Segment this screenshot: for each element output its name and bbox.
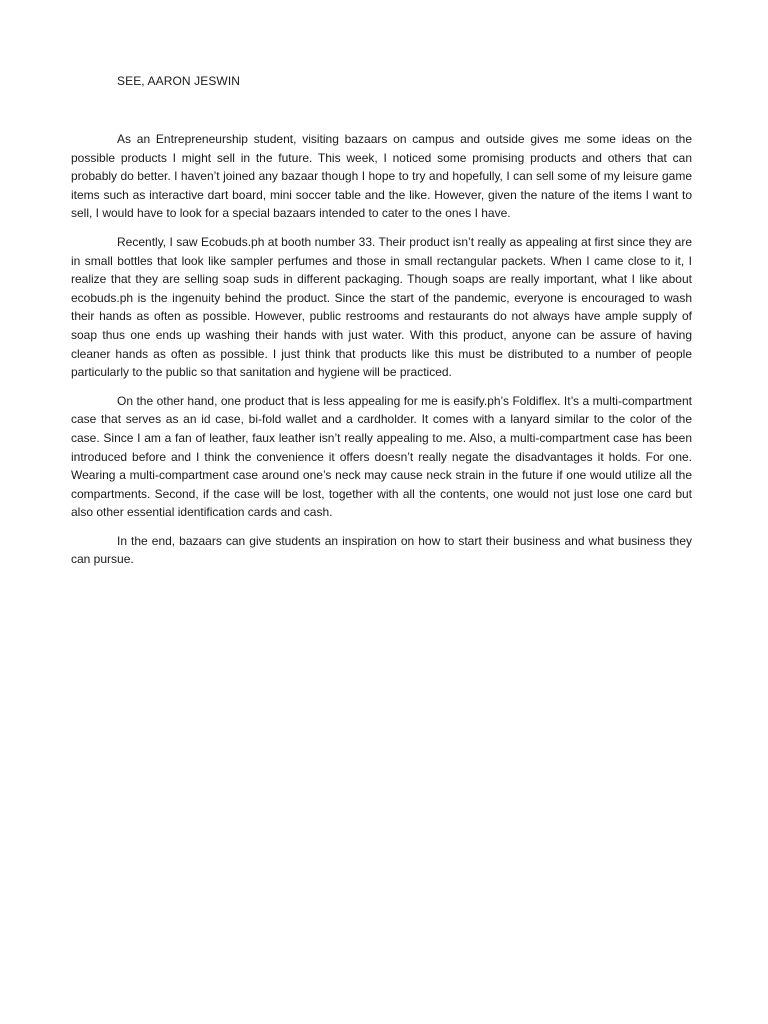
paragraph-2: Recently, I saw Ecobuds.ph at booth number 33. Their product isn’t really as appealing at first since they are in small bottles that look like sampler perfumes and those in small rectangular packets. When I came close to it, I realize that they are selling soap suds in different packaging. Though soaps are really important, what I like about ecobuds.ph is the ingenuity behind the product. Since the start of the pandemic, everyone is encouraged to wash their hands as often as possible. However, public restrooms and restaurants do not always have ample supply of soap thus one ends up washing their hands with just water. With this product, anyone can be assure of having cleaner hands as often as possible. I just think that products like this must be distributed to a number of people particularly to the public so that sanitation and hygiene will be practiced. (71, 234, 692, 380)
paragraph-3: On the other hand, one product that is less appealing for me is easify.ph’s Foldiflex. It’s a multi-compartment case that serves as an id case, bi-fold wallet and a cardholder. It comes with a lanyard similar to the color of the case. Since I am a fan of leather, faux leather isn’t really appealing to me. Also, a multi-compartment case has been introduced before and I think the convenience it offers doesn’t really negate the disadvantages it holds. For one. Wearing a multi-compartment case around one’s neck may cause neck strain in the future if one would utilize all the compartments. Second, if the case will be lost, together with all the contents, one would not just lose one card but also other essential identification cards and cash. (71, 393, 692, 520)
author-name: SEE, AARON JESWIN (117, 74, 241, 88)
paragraph-4: In the end, bazaars can give students an inspiration on how to start their business and what business they can pursue. (71, 533, 692, 567)
essay-body (71, 130, 692, 579)
paragraph-1: As an Entrepreneurship student, visiting bazaars on campus and outside gives me some ideas on the possible products I might sell in the future. This week, I noticed some promising products and others that can probably do better. I haven’t joined any bazaar though I hope to try and hopefully, I can sell some of my leisure game items such as interactive dart board, mini soccer table and the like. However, given the nature of the items I want to sell, I would have to look for a special bazaars intended to cater to the ones I have. (71, 132, 692, 221)
